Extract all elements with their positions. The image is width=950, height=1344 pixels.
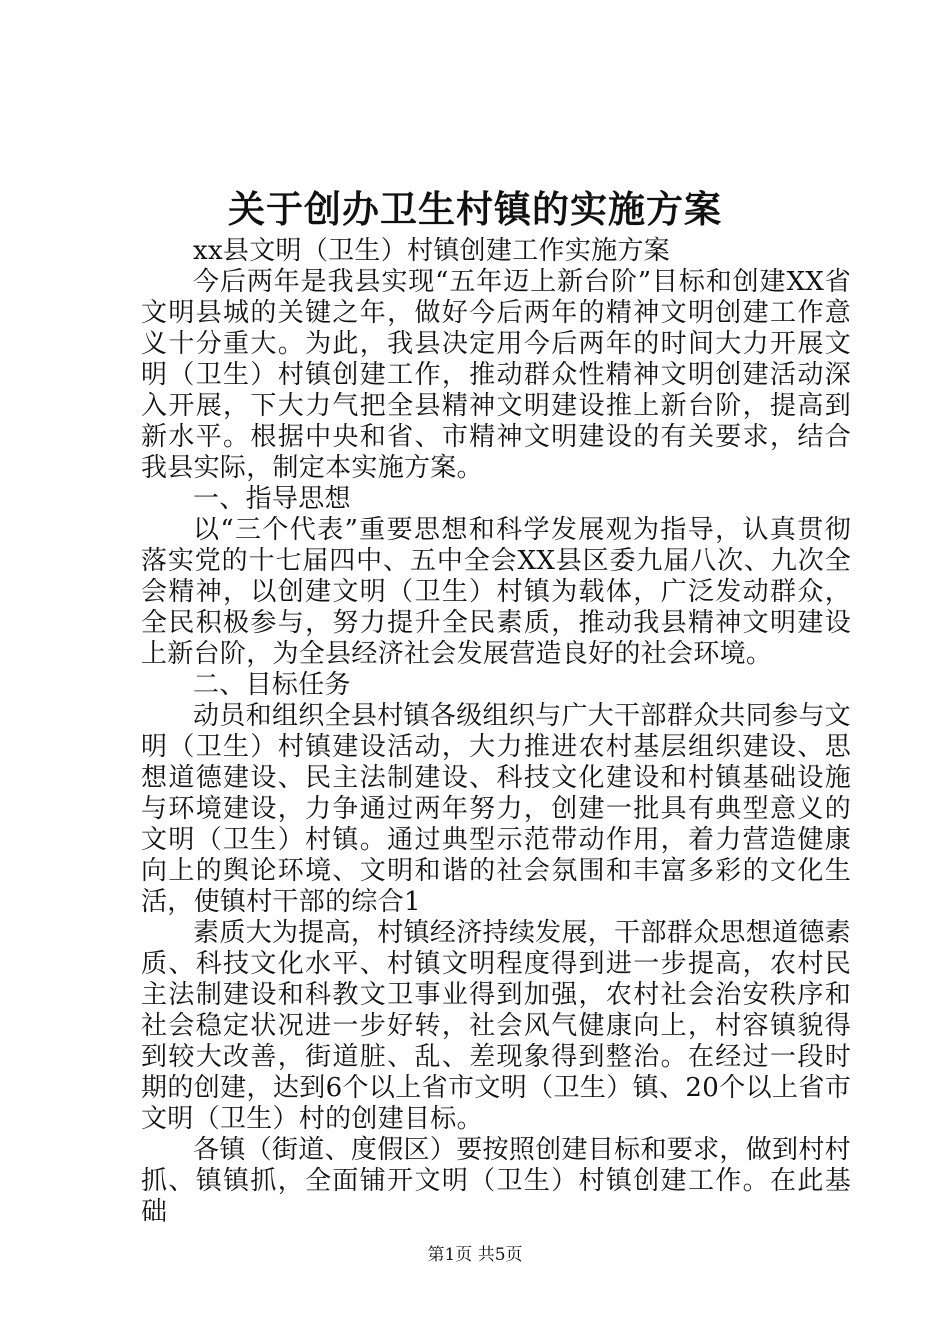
section-heading-guiding-ideology: 一、指导思想 (193, 484, 351, 514)
towns-paragraph: 各镇（街道、度假区）要按照创建目标和要求，做到村村抓、镇镇抓，全面铺开文明（卫生）村镇创建工作。在此基础 (141, 1135, 851, 1227)
document-body (141, 236, 851, 1228)
section-heading-goals: 二、目标任务 (193, 670, 351, 700)
guiding-ideology-paragraph: 以“三个代表”重要思想和科学发展观为指导，认真贯彻落实党的十七届四中、五中全会XX县区委九届八次、九次全会精神，以创建文明（卫生）村镇为载体，广泛发动群众，全民积极参与，努力提升全民素质，推动我县精神文明建设上新台阶，为全县经济社会发展营造良好的社会环境。 (141, 515, 851, 669)
goals-paragraph: 动员和组织全县村镇各级组织与广大干部群众共同参与文明（卫生）村镇建设活动，大力推进农村基层组织建设、思想道德建设、民主法制建设、科技文化建设和村镇基础设施与环境建设，力争通过两年努力，创建一批具有典型意义的文明（卫生）村镇。通过典型示范带动作用，着力营造健康向上的舆论环境、文明和谐的社会氛围和丰富多彩的文化生活，使镇村干部的综合1 (141, 701, 851, 917)
document-title: 关于创办卫生村镇的实施方案 (228, 187, 722, 231)
quality-paragraph: 素质大为提高，村镇经济持续发展，干部群众思想道德素质、科技文化水平、村镇文明程度得到进一步提高，农村民主法制建设和科教文卫事业得到加强，农村社会治安秩序和社会稳定状况进一步好转，社会风气健康向上，村容镇貌得到较大改善，街道脏、乱、差现象得到整治。在经过一段时期的创建，达到6个以上省市文明（卫生）镇、20个以上省市文明（卫生）村的创建目标。 (141, 918, 851, 1134)
subtitle-paragraph: xx县文明（卫生）村镇创建工作实施方案 (193, 236, 671, 266)
page-footer: 第1页 共5页 (427, 1245, 523, 1265)
intro-paragraph: 今后两年是我县实现“五年迈上新台阶”目标和创建XX省文明县城的关键之年，做好今后两年的精神文明创建工作意义十分重大。为此，我县决定用今后两年的时间大力开展文明（卫生）村镇创建工作，推动群众性精神文明创建活动深入开展，下大力气把全县精神文明建设推上新台阶，提高到新水平。根据中央和省、市精神文明建设的有关要求，结合我县实际，制定本实施方案。 (141, 267, 851, 483)
